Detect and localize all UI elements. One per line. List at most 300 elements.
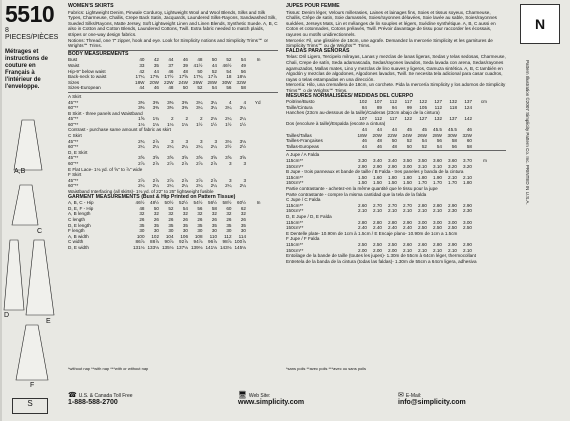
right-strip xyxy=(510,0,570,360)
table-cell: 107 xyxy=(359,115,367,121)
table-cell: 52 xyxy=(197,85,203,91)
row-label: Sizes-European xyxy=(68,85,101,91)
table-cell: 2.50 xyxy=(388,241,397,247)
table-cell: 2¼ xyxy=(225,183,232,189)
table-cell xyxy=(246,183,261,189)
table-cell: 2.10 xyxy=(433,208,442,214)
table-cell: 106 xyxy=(180,233,188,239)
table-cell: 37 xyxy=(168,62,174,68)
table-cell: 110 xyxy=(209,233,217,239)
row-label: A, B width xyxy=(68,233,89,239)
table-cell: 89 xyxy=(376,104,382,110)
table-cell: 2 xyxy=(170,116,174,122)
table-cell: 2¼ xyxy=(210,183,217,189)
es-merceria: Mercería: Hilo, una cremallera de 18cm, un corchete. Pida la mercería Simplicity y los adornos de Simplicity Trims℠ o de Wrights℠ Trims. xyxy=(286,82,506,93)
table-cell: 32W xyxy=(236,79,246,85)
table-cell: 3¼ xyxy=(239,105,246,111)
row-label: Waist xyxy=(68,62,80,68)
email-block xyxy=(398,391,466,406)
table-cell: 141⅛ xyxy=(205,244,217,250)
table-cell: 35 xyxy=(197,222,203,228)
row-label: 60"** xyxy=(68,105,79,111)
row-label: D, E length xyxy=(68,222,91,228)
row-label: 150cm** xyxy=(286,247,304,253)
table-cell: 58 xyxy=(240,85,246,91)
table-cell: 2.90 xyxy=(403,219,412,225)
table-cell: 35 xyxy=(226,222,232,228)
table-cell: 54 xyxy=(421,138,427,144)
row-label: F length xyxy=(68,228,85,234)
row-label: Bust xyxy=(68,57,78,63)
table-cell: 46 xyxy=(466,127,472,133)
table-cell: 3.70 xyxy=(463,158,472,164)
table-cell: 2⅞ xyxy=(152,138,159,144)
table-cell: In xyxy=(256,200,261,206)
table-cell: 54 xyxy=(436,143,442,149)
table-cell: 32 xyxy=(139,211,145,217)
table-cell: 137⅛ xyxy=(176,244,188,250)
table-cell: 131⅛ xyxy=(133,244,145,250)
en-interfacing: Waistband Interfacing (all skirts)- 1⅛ yd. of 22" to 25" lightweight fusible xyxy=(68,189,214,194)
table-cell: m xyxy=(483,158,487,164)
skirt-technical-drawings xyxy=(4,110,66,390)
table-cell: 2.50 xyxy=(433,225,442,231)
table-cell: 122 xyxy=(404,115,412,121)
table-cell: 22W xyxy=(387,132,397,138)
table-cell: 2.90 xyxy=(448,241,457,247)
table-cell: 2.80 xyxy=(373,219,382,225)
table-cell: 3.00 xyxy=(463,219,472,225)
table-cell: 54 xyxy=(240,57,246,63)
table-cell: 3.10 xyxy=(433,163,442,169)
table-cell: 1.70 xyxy=(448,180,457,186)
table-cell: 35 xyxy=(211,222,217,228)
view-label-d: D xyxy=(4,312,10,319)
table-cell: 2.40 xyxy=(388,225,397,231)
phone-number[interactable]: 1-888-588-2700 xyxy=(68,399,118,406)
skirt-d-drawing xyxy=(4,240,24,310)
table-cell: 48 xyxy=(168,85,174,91)
web-link[interactable]: www.simplicity.com xyxy=(238,399,305,406)
row-label: 150cm** xyxy=(286,225,304,231)
row-label: 115cm** xyxy=(286,202,304,208)
table-cell: 2.10 xyxy=(418,208,427,214)
table-cell: 18 xyxy=(226,74,232,80)
table-cell: 94 xyxy=(391,104,397,110)
simplicity-logo: S xyxy=(12,398,48,414)
table-cell: 1.50 xyxy=(403,180,412,186)
table-cell: 50 xyxy=(391,138,397,144)
skirt-c-drawing xyxy=(12,185,38,225)
table-cell: 2¼ xyxy=(239,116,246,122)
en-footnote: *without nap **with nap ***with or without nap xyxy=(68,366,149,371)
table-cell: 102 xyxy=(359,99,367,105)
table-cell: 30 xyxy=(139,228,145,234)
table-cell: 104 xyxy=(165,233,174,239)
table-cell: 3.10 xyxy=(418,163,427,169)
pieces-count: 8 PIECES/PIÈCES xyxy=(5,27,59,41)
table-cell: 2¼ xyxy=(167,144,174,150)
table-cell: 100⅞ xyxy=(234,239,246,245)
table-cell: 17½ xyxy=(164,74,174,80)
row-label: Taille/Cintura xyxy=(286,104,313,110)
table-cell: 3⅜ xyxy=(138,105,145,111)
table-cell: 114 xyxy=(238,233,246,239)
table-cell: 2.10 xyxy=(403,208,412,214)
table-cell: 3 xyxy=(243,177,246,183)
table-cell: 3.60 xyxy=(448,158,457,164)
table-cell: 2.70 xyxy=(388,202,397,208)
table-cell: 50 xyxy=(406,143,412,149)
table-cell: 2¼ xyxy=(152,144,159,150)
table-cell: 2⅞ xyxy=(181,161,188,167)
row-label: 115cm** xyxy=(286,219,304,225)
french-instructions-note: Métrages et instructions de couture en Français à l'intérieur de l'enveloppe. xyxy=(5,49,49,90)
table-cell: 2.30 xyxy=(448,208,457,214)
row-label: Sizes xyxy=(68,79,80,85)
table-cell: 3⅝ xyxy=(210,155,217,161)
table-cell: 58 xyxy=(211,205,217,211)
table-cell: 1.50 xyxy=(373,180,382,186)
table-cell: 2.50 xyxy=(448,225,457,231)
table-cell: 32 xyxy=(240,211,246,217)
table-cell: 3⅜ xyxy=(167,99,174,105)
row-label: C Skirt xyxy=(68,133,82,139)
table-cell: 3⅝ xyxy=(167,155,174,161)
table-cell: 3.60 xyxy=(433,158,442,164)
table-cell: 3¼ xyxy=(196,99,203,105)
table-cell: 3 xyxy=(214,138,217,144)
table-cell: 26W xyxy=(193,79,203,85)
table-cell: 58 xyxy=(466,143,472,149)
table-cell: 2.90 xyxy=(388,163,397,169)
contact-bar xyxy=(68,385,568,415)
row-label: Contrast - purchase same amount of fabric as skirt xyxy=(68,127,171,133)
table-cell: 3⅛ xyxy=(225,138,232,144)
table-cell: 46½ xyxy=(222,62,232,68)
row-label: A, B, C - Hip xyxy=(68,200,94,206)
table-cell: 30W xyxy=(447,132,457,138)
table-cell: 28W xyxy=(432,132,442,138)
table-cell: 2.40 xyxy=(358,225,367,231)
view-label-c: C xyxy=(37,228,43,235)
table-cell: 2.70 xyxy=(373,202,382,208)
table-cell: 46 xyxy=(361,138,367,144)
table-cell: 112 xyxy=(434,104,442,110)
table-cell: 50 xyxy=(153,205,159,211)
table-cell: 3⅝ xyxy=(152,155,159,161)
table-cell: 48 xyxy=(376,138,382,144)
table-cell: 100 xyxy=(136,233,145,239)
table-cell: 3¼ xyxy=(225,105,232,111)
row-label: Dos (encolure à taille)/Espalda (escote a cintura) xyxy=(286,121,386,127)
table-cell: 1⅛ xyxy=(167,121,174,127)
table-cell: 137 xyxy=(449,115,457,121)
table-cell: 1.50 xyxy=(388,180,397,186)
table-cell: 2.80 xyxy=(358,219,367,225)
table-cell: 4 xyxy=(228,99,232,105)
table-cell: 132 xyxy=(434,115,442,121)
table-cell: 44 xyxy=(211,62,217,68)
table-cell xyxy=(472,144,487,150)
table-cell: 2⅞ xyxy=(152,161,159,167)
email-link[interactable]: info@simplicity.com xyxy=(398,399,466,406)
table-cell: 3.00 xyxy=(418,219,427,225)
table-cell: 3 xyxy=(228,161,232,167)
table-cell: 135⅛ xyxy=(162,244,174,250)
table-cell: 3.20 xyxy=(448,163,457,169)
table-cell: 133⅛ xyxy=(147,244,159,250)
table-cell: 2.10 xyxy=(448,174,457,180)
table-cell: 60 xyxy=(466,138,472,144)
table-cell: 56 xyxy=(451,143,457,149)
table-cell: 2.40 xyxy=(373,225,382,231)
table-row xyxy=(68,85,278,91)
table-cell: 84 xyxy=(361,104,367,110)
table-cell: 2⅞ xyxy=(210,161,217,167)
table-cell: 88⅞ xyxy=(150,239,159,245)
skirt-f-drawing xyxy=(16,325,48,380)
table-cell: 2.10 xyxy=(418,247,427,253)
table-cell: 45.5 xyxy=(448,127,457,133)
table-cell: 2⅞ xyxy=(181,177,188,183)
table-cell: 2.90 xyxy=(463,241,472,247)
size-letter: N xyxy=(534,16,546,32)
table-cell: 124 xyxy=(464,104,472,110)
table-cell: 2⅛ xyxy=(210,116,217,122)
table-cell: 44 xyxy=(376,127,382,133)
en-garment-table xyxy=(68,200,278,250)
table-cell: 2⅞ xyxy=(138,161,145,167)
table-cell: 3⅝ xyxy=(181,155,188,161)
french-spanish-column xyxy=(286,4,506,360)
row-label: 45"** xyxy=(68,116,79,122)
row-label: 150cm** xyxy=(286,163,304,169)
es-telas: Telas: Dril Ligero, Tercipelo milrayas, Lanas y mezclas de lanas ligeras, Sedas y telas sedosas, Charmeuse, Chali, Crepe de satín, Seda adamascada, Sedas/rayones lavados, Seda lavada con arena, Sedas/rayones agamuzados, Mallas mates, Lino y mezclas de lino suaves y ligeros, Gamuza sintética. A, B, C también en Algodón y mezclas de algodones, Algodones lavados, Twill. Se necesita tela adicional para casar cuadros, rayas o telas estampadas en una dirección. xyxy=(286,54,506,82)
table-cell: 2¾ xyxy=(138,138,145,144)
row-label: C length xyxy=(68,216,86,222)
table-cell: 20W xyxy=(372,132,382,138)
table-cell: 46 xyxy=(153,85,159,91)
table-cell: 3.40 xyxy=(373,158,382,164)
en-notions: Notions: Thread, one 7" zipper, hook and eye. Look for Simplicity notions and Simplicity Trims℠ or Wrights℠ Trims. xyxy=(68,37,269,49)
table-cell: 44 xyxy=(153,68,159,74)
table-cell: 52 xyxy=(226,57,232,63)
row-label: 60"** xyxy=(68,144,79,150)
table-cell: 30 xyxy=(211,228,217,234)
table-cell: 1½ xyxy=(225,121,232,127)
table-cell: 56 xyxy=(436,138,442,144)
row-label: Tailles-Françaises xyxy=(286,138,323,144)
table-cell: 3⅝ xyxy=(196,155,203,161)
en-fabric-table xyxy=(68,94,278,189)
table-cell: 2.10 xyxy=(403,247,412,253)
fr-entoilage: Entoilage de la bande de taille (toutes les jupes)- 1.30m de 55cm à 64cm léger, thermocollant xyxy=(286,253,476,259)
table-cell: 2¼ xyxy=(239,183,246,189)
table-cell: 52 xyxy=(211,68,217,74)
table-cell: 30 xyxy=(226,228,232,234)
english-column xyxy=(68,4,278,360)
view-label-f: F xyxy=(30,382,35,389)
table-cell: 54 xyxy=(226,68,232,74)
table-cell: 26 xyxy=(182,216,188,222)
table-cell: 2¼ xyxy=(196,144,203,150)
table-cell: 60½ xyxy=(237,200,246,206)
en-body-table xyxy=(68,57,278,91)
table-cell: 32 xyxy=(153,211,159,217)
table-cell: 2¼ xyxy=(181,144,188,150)
table-cell: 46 xyxy=(376,143,382,149)
table-cell: 26 xyxy=(240,216,246,222)
table-cell: 52 xyxy=(406,138,412,144)
table-cell: 112 xyxy=(224,233,232,239)
view-label-ab: A,B xyxy=(14,168,26,175)
table-cell: 3⅝ xyxy=(138,155,145,161)
row-label: A, B length xyxy=(68,211,91,217)
size-box xyxy=(520,4,560,44)
table-cell: 32 xyxy=(182,211,188,217)
table-cell: 35 xyxy=(182,222,188,228)
table-cell: cm xyxy=(480,99,487,105)
table-cell: 2.60 xyxy=(418,241,427,247)
row-label: 115cm** xyxy=(286,241,304,247)
table-cell: 1⅛ xyxy=(181,121,188,127)
table-cell: 3.50 xyxy=(403,158,412,164)
table-cell: 3.00 xyxy=(448,219,457,225)
table-cell: 30 xyxy=(197,228,203,234)
table-cell: 54 xyxy=(182,205,188,211)
table-cell: 1.60 xyxy=(373,174,382,180)
table-cell: 1½ xyxy=(210,121,217,127)
row-label: F Skirt xyxy=(68,172,82,178)
table-cell: 108 xyxy=(194,233,203,239)
table-cell: 2.60 xyxy=(358,202,367,208)
row-label: C width xyxy=(68,239,84,245)
table-cell: 3 xyxy=(170,138,174,144)
row-label: Tailles/Tallas xyxy=(286,132,312,138)
table-cell: 2.40 xyxy=(403,225,412,231)
table-cell: 48 xyxy=(391,143,397,149)
table-cell: 3⅝ xyxy=(225,155,232,161)
table-cell: 3.50 xyxy=(418,158,427,164)
table-cell: 2.00 xyxy=(388,247,397,253)
en-title: WOMEN'S SKIRTS xyxy=(68,3,114,9)
table-cell: 3⅛ xyxy=(239,138,246,144)
table-cell: 112 xyxy=(389,99,397,105)
skirt-e-drawing xyxy=(26,240,54,315)
table-cell: 2 xyxy=(199,116,203,122)
table-cell: 40 xyxy=(139,57,145,63)
row-label: B Jupe - trois panneaux et bande de taille / B Falda - tres paneles y banda de la cintura xyxy=(286,169,464,175)
table-cell: 94⅞ xyxy=(193,239,203,245)
table-cell: 3 xyxy=(243,161,246,167)
table-cell: 2⅞ xyxy=(210,177,217,183)
table-cell: 2.80 xyxy=(388,219,397,225)
table-cell: 1.50 xyxy=(358,174,367,180)
table-cell: 2.10 xyxy=(463,174,472,180)
table-cell: 118 xyxy=(449,104,457,110)
row-label: Hanches (23cm au-dessous de la taille)/Caderas (23cm abajo de la cintura) xyxy=(286,110,440,116)
table-cell: 2⅞ xyxy=(196,177,203,183)
table-cell: 56 xyxy=(226,85,232,91)
left-column xyxy=(5,2,61,91)
table-cell: 2⅞ xyxy=(138,177,145,183)
table-cell: 1⅝ xyxy=(138,116,145,122)
row-label: 150cm** xyxy=(286,180,304,186)
table-cell: 56½ xyxy=(208,200,217,206)
table-cell: 2.60 xyxy=(403,241,412,247)
table-cell: 2⅞ xyxy=(167,161,174,167)
table-cell: 52 xyxy=(168,205,174,211)
table-cell: 132 xyxy=(449,99,457,105)
table-cell: 2¼ xyxy=(167,183,174,189)
table-cell: 2⅞ xyxy=(196,161,203,167)
table-cell: 1⅛ xyxy=(152,121,159,127)
table-cell: 2¼ xyxy=(138,183,145,189)
table-cell: 2.80 xyxy=(418,202,427,208)
fr-title: JUPES POUR FEMME xyxy=(286,3,340,9)
table-cell: 107 xyxy=(374,99,382,105)
row-label: D, E Jupe / D, E Falda xyxy=(286,213,332,219)
table-cell: 2.90 xyxy=(448,202,457,208)
table-cell: 26 xyxy=(153,216,159,222)
table-cell xyxy=(246,245,261,251)
table-cell: In xyxy=(256,57,261,63)
table-cell: 54 xyxy=(211,85,217,91)
table-cell: 2.10 xyxy=(388,208,397,214)
table-cell: 3¼ xyxy=(210,99,217,105)
table-cell: 32 xyxy=(197,211,203,217)
table-cell: 2.90 xyxy=(463,202,472,208)
table-cell: 52½ xyxy=(179,200,188,206)
table-cell: 46½ xyxy=(135,200,145,206)
row-label: E Dentelle plate- 10.90m de 1cm à 1.5cm / E Encaje plano- 10.90m de 1cm a 1.5cm xyxy=(286,230,458,236)
table-cell: 30 xyxy=(240,228,246,234)
table-cell: 35 xyxy=(240,222,246,228)
pattern-number: 5510 xyxy=(5,1,55,27)
table-cell: 98⅞ xyxy=(222,239,232,245)
row-label: Hip-9" below waist xyxy=(68,68,106,74)
table-cell: 24W xyxy=(178,79,188,85)
row-label: D, E width xyxy=(68,244,89,250)
table-cell: 137 xyxy=(464,99,472,105)
table-cell: 35 xyxy=(153,62,159,68)
table-cell: 48½ xyxy=(150,200,159,206)
table-cell: 17⅞ xyxy=(208,74,217,80)
table-cell: 30W xyxy=(222,79,232,85)
row-label: 150cm** xyxy=(286,208,304,214)
table-cell: 30 xyxy=(153,228,159,234)
row-label: 45"** xyxy=(68,177,79,183)
table-cell: 2¼ xyxy=(181,183,188,189)
table-cell: 44 xyxy=(361,127,367,133)
table-cell: 48 xyxy=(139,205,145,211)
row-label: 60"** xyxy=(68,121,79,127)
table-cell: 45.5 xyxy=(433,127,442,133)
table-cell: 2.80 xyxy=(433,241,442,247)
table-cell: 1½ xyxy=(196,121,203,127)
fr-footnote: *sans poils **avec poils ***avec ou sans poils xyxy=(286,366,367,371)
row-label: 115cm** xyxy=(286,174,304,180)
phone-label: U.S. & Canada Toll Free xyxy=(78,393,133,399)
fr-mes-title: MESURES NORMALISÉES/ MEDIDAS DEL CUERPO xyxy=(286,92,414,99)
table-cell: 17⅝ xyxy=(179,74,188,80)
es-entretela: Entretela de la banda de la cintura (todas las faldas)- 1.30m de 55cm a 64cm ligera, adhesiva xyxy=(286,258,477,264)
table-cell: 22W xyxy=(164,79,174,85)
table-cell: 50 xyxy=(182,85,188,91)
table-cell: 3.40 xyxy=(388,158,397,164)
row-label: F Jupe / F Falda xyxy=(286,236,320,242)
